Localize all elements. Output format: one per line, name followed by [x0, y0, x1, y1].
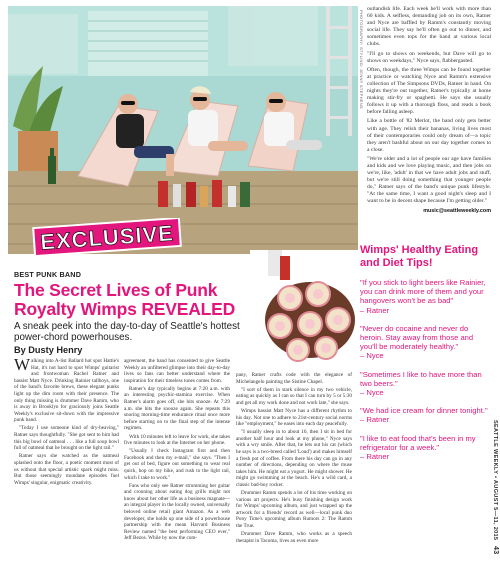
tip-attribution: – Nyce	[360, 388, 384, 398]
right-col-paragraph: Often, though, the three Wimps can be found together at practice or watching Nyce and Ramm's extensive collection of The Simpsons DVDs, Ratner in hand. On nights they're out together, Ratner's typically at home making stir-fry or spaghetti. He says she usually follows it up with a thorough floss, and reads a book before falling asleep.	[367, 66, 491, 116]
exclusive-stamp	[30, 218, 184, 256]
tip-quote: "Never do cocaine and never do heroin. Stay away from those and you'll be moderately healthy."	[360, 323, 474, 352]
page-number: 43	[492, 546, 499, 555]
body-paragraph: "I sort of them in stark silence in my two vehicle, eating as quickly as I can so that I can turn by 5 or 5:30 and get all my work done and not work late," she says.	[236, 386, 352, 406]
body-paragraph: "Today I use someone kind of dry-heaving," Ratner says thoughtfully. "She got sent to him had this big bowl of oatmeal . . . like a full soup bowl full of oatmeal that he brought on the light rail."	[14, 425, 119, 452]
right-col-paragraph: Like a bottle of '82 Merlot, the band only gets better with age. They relish their bananas, living lives most of their contemporaries could only dream of—a topic they aren't bashful about on our day together comes to a close.	[367, 118, 491, 153]
drop-cap: W	[14, 355, 31, 374]
byline-email[interactable]: music@seattleweekly.com	[423, 207, 491, 214]
band-photo	[8, 6, 358, 254]
diet-tips-sidebar	[360, 244, 490, 562]
body-paragraph: Wimps bassist Matt Nyce has a different rhythm to his day. Not one to adhere to 21st-century social norms like "employment," he eases into each day peacefully.	[236, 407, 352, 428]
body-column-2	[124, 358, 230, 544]
right-col-paragraph: "I'll go to shows on weekends, but Dave will go to shows on weekdays," Nyce says, flabbergasted.	[367, 50, 491, 64]
tip-quote: "If you stick to light beers like Rainier, you can drink more of them and your hangovers won't be as bad"	[360, 278, 486, 306]
sidebar-title: Wimps' Healthy Eating and Diet Tips!	[360, 244, 479, 269]
body-paragraph: "Usually I check Instagram first and then Facebook and then my e-mail," she says. "Then I get out of bed, figure out something to wear real quick, hop on my bike, and rush to the light rail, which I take to work."	[124, 448, 230, 481]
kicker: BEST PUNK BAND	[14, 270, 82, 279]
body-paragraph: Fans who only see Ratner strumming her guitar and crooning about eating dog grills might not know about her other life as a business magnate—an integral player in the locally owned, universally beloved online retail giant Amazon. As a web developer, she holds up one side of a powerhouse partnership with the mean Harvard Business Review named "the best performing CEO ever," Jeff Bezos. While by now the com-	[124, 482, 230, 542]
body-paragraph: Ratner's day typically begins at 7:20 a.m. with an interesting psychic-stamina exercise. When Ratner's alarm goes off, she hits snooze. At 7:29 a.m. she hits the snooze again. She repeats this snoring morning-time endurance ritual once more before starting on to the final step of the intense regimen.	[124, 385, 230, 432]
body-paragraph: "I usually sleep in to about 10, then I sit in bed for another half hour and look at my phone," Nyce says with a wry smile. After that, he lets out his cat (which he says is a two-breed called 'Loud') and makes himself a fresh pot of coffee. From there his day can go in any number of directions, depending on where the muse takes him. He might eat a yogurt. He might shower. He might go swimming at the beach. He's a wild card, a classic bad-boy rocker.	[236, 429, 352, 488]
right-col-paragraph: "We're older and a lot of people our age have families and kids and we love playing music, and then jobs on we're, like, 'adult' in that we have adult jobs and stuff, but we're still doing something that younger people do," Ratner says of the band's unique punk lifestyle. "At the same time, I want a good night's sleep and I want to be in decent shape because I'm getting older."	[367, 155, 491, 205]
right-col-paragraph: outlandish life. Each week he'll work with more than 60 kids. A selfless, demanding job on its own, Ratner and Nyce are baffled by Ramm's constantly moving social life. They say he'll often go out to dinner, and sometimes even tops for the band at various local clubs.	[367, 6, 491, 48]
body-paragraph: Drummer Ramm spends a lot of his time working on various art projects. He's busy finishing design work for Wimps' upcoming album, and just wrapped up the artwork for a friends' record as well—local punk duo Pony Time's upcoming album Rumors 2: The Ramm the True.	[236, 490, 352, 530]
tip-attribution: – Ratner	[360, 305, 390, 315]
body-column-1	[14, 355, 119, 488]
dek: A sneak peek into the day-to-day of Seattle's hottest power-chord powerhouses.	[14, 321, 240, 343]
author-byline: By Dusty Henry	[14, 345, 83, 355]
tip-attribution: – Ratner	[360, 415, 390, 425]
tip-attribution: – Ratner	[360, 452, 390, 462]
cupcakes-photo	[250, 250, 358, 368]
body-paragraph: Walking into A-list Ballard hot spot Hattie's Hat, it's not hard to spot Wimps' guitarist and frontwoman Rachel Ratner and bassist Matt Nyce. Drinking Rainier tallboys, one of the band's favorite brews, these elegant punks light up the dim room with their presence. The only thing missing is drummer Dave Ramm, who is away in Brooklyn for graciously joins Seattle Weekly's exclusive sit-down with the impressive punk band.	[14, 355, 119, 424]
headline: The Secret Lives of Punk Royalty Wimps REVEALED	[14, 280, 236, 319]
tip-quote: "Sometimes I like to have more than two beers."	[360, 369, 482, 388]
tip-attribution: – Nyce	[360, 351, 384, 361]
tip-quote: "We had ice cream for dinner tonight."	[360, 406, 488, 416]
tip-quote: "I like to eat food that's been in my refrigerator for a week."	[360, 433, 476, 452]
body-column-3	[236, 372, 352, 546]
right-column-text	[367, 6, 491, 215]
body-paragraph: With 10 minutes left to leave for work, she takes five minutes to look at the Internet on her phone.	[124, 433, 230, 447]
body-paragraph: Ratner says she watched as the oatmeal splashed onto the floor, a poetic moment most of us without that special artistic spark might miss. But those seemingly mundane episodes fuel Wimps' singular, enigmatic creativity.	[14, 453, 119, 486]
folio-text: SEATTLE WEEKLY • AUGUST 5—11, 2015	[492, 420, 498, 541]
photo-credit: PHOTOGRAPHY: STYLING: JENNY STEPHENS	[359, 10, 364, 109]
body-paragraph: Drummer Dave Ramm, who works as a speech therapist in Tacoma, lives an even more	[236, 531, 352, 544]
band-photo-illustration	[8, 6, 358, 254]
exclusive-label: EXCLUSIVE	[39, 220, 175, 255]
page-folio	[489, 420, 499, 562]
body-paragraph: agreement, the band has consented to give Seattle Weekly an unfiltered glimpse into their day-to-day lives so fans can better understand where the inspiration for their timeless tunes comes from.	[124, 358, 230, 384]
body-paragraph: pany, Ratner crafts code with the elegance of Michelangelo painting the Sistine Chapel.	[236, 372, 352, 385]
